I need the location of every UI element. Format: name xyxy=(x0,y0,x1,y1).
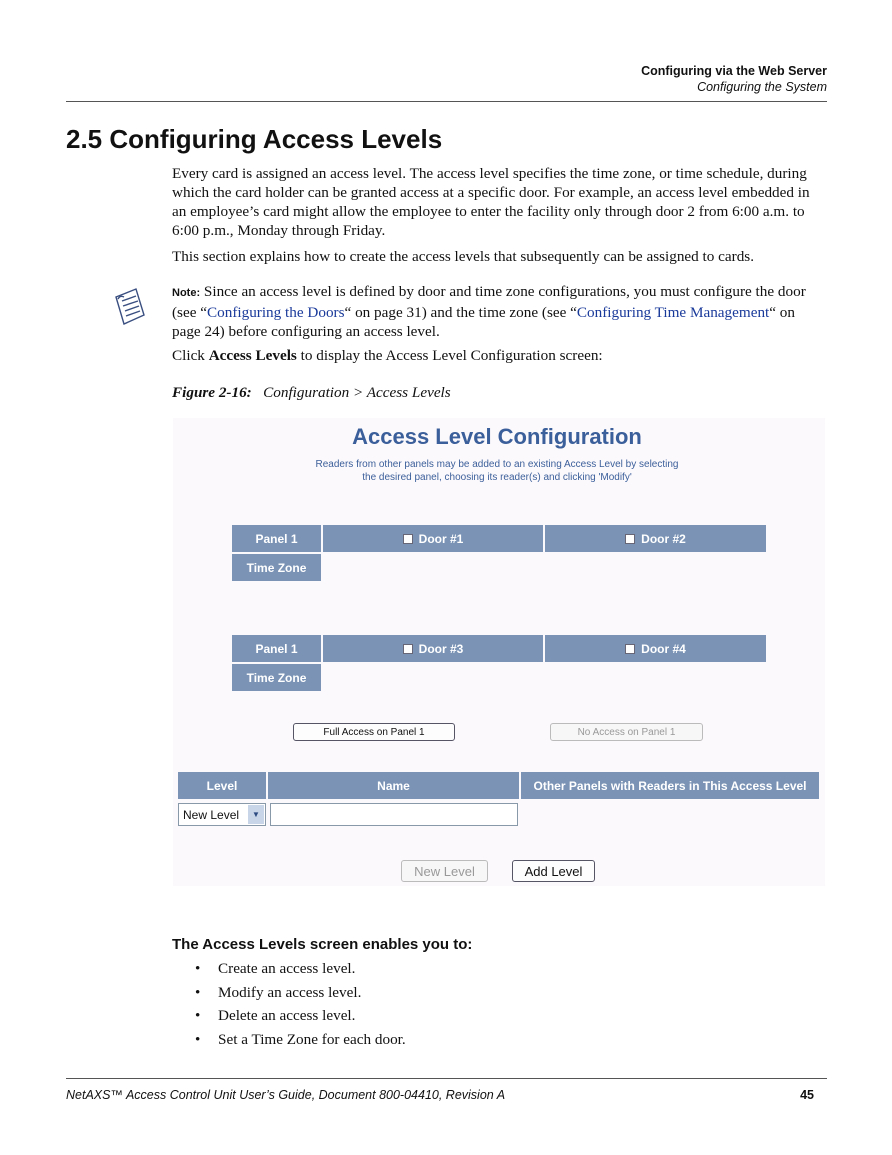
door-1-label: Door #1 xyxy=(418,531,464,546)
panel-header-2: Panel 1 xyxy=(232,635,321,662)
screen-title: Access Level Configuration xyxy=(352,424,642,449)
door-2-checkbox[interactable] xyxy=(625,534,635,544)
click-bold: Access Levels xyxy=(208,347,297,364)
list-item: • Delete an access level. xyxy=(195,1007,406,1031)
door-3-checkbox[interactable] xyxy=(403,644,413,654)
level-name-input[interactable] xyxy=(270,803,518,826)
enables-title: The Access Levels screen enables you to: xyxy=(172,936,473,953)
header-chapter: Configuring via the Web Server xyxy=(641,64,827,78)
footer-rule xyxy=(66,1078,827,1079)
intro-paragraph: Every card is assigned an access level. The access level specifies the time zone, or time schedule, during which the card holder can be granted access at a specific door. For example, an access level embedded in an employee’s card might allow the employee to enter the facility only through door 2 from 6:00 a.m. to 6:00 p.m., Monday through Friday. xyxy=(172,165,810,239)
door-4-checkbox[interactable] xyxy=(625,644,635,654)
note-text-2: “ on page 31) and the time zone (see “ xyxy=(344,304,577,321)
time-zone-label-1: Time Zone xyxy=(232,554,321,581)
list-item: • Modify an access level. xyxy=(195,984,406,1008)
capabilities-list xyxy=(195,960,406,1054)
click-pre: Click xyxy=(172,347,209,364)
list-item: • Set a Time Zone for each door. xyxy=(195,1031,406,1055)
name-column-header: Name xyxy=(268,772,519,799)
click-post: to display the Access Level Configuration screen: xyxy=(296,347,603,364)
link-configuring-doors[interactable]: Configuring the Doors xyxy=(207,304,345,321)
door-2-label: Door #2 xyxy=(641,531,686,546)
level-select[interactable] xyxy=(178,803,266,826)
note-text-3: “ on page 24) before configuring an access level. xyxy=(172,304,795,340)
section-title: 2.5 Configuring Access Levels xyxy=(66,124,443,154)
level-column-header: Level xyxy=(178,772,266,799)
full-access-button[interactable]: Full Access on Panel 1 xyxy=(293,723,455,741)
panel-header-1: Panel 1 xyxy=(232,525,321,552)
link-configuring-time-management[interactable]: Configuring Time Management xyxy=(576,304,770,321)
explain-paragraph: This section explains how to create the access levels that subsequently can be assigned to cards. xyxy=(172,248,755,265)
door-4-label: Door #4 xyxy=(641,641,686,656)
click-instruction xyxy=(172,346,822,365)
footer-document-title: NetAXS™ Access Control Unit User’s Guide, Document 800-04410, Revision A xyxy=(66,1088,506,1102)
access-level-screenshot xyxy=(173,418,825,886)
figure-caption xyxy=(172,384,451,402)
door-4-header xyxy=(545,635,766,662)
door-1-header xyxy=(323,525,543,552)
screen-subtitle-line2: the desired panel, choosing its reader(s) and clicking 'Modify' xyxy=(362,472,632,483)
level-select-value: New Level xyxy=(183,807,240,822)
header-rule xyxy=(66,101,827,102)
time-zone-label-2: Time Zone xyxy=(232,664,321,691)
other-panels-column-header: Other Panels with Readers in This Access Level xyxy=(521,772,819,799)
new-level-button[interactable]: New Level xyxy=(401,860,488,882)
note-icon xyxy=(112,287,148,327)
page-number: 45 xyxy=(800,1088,814,1102)
header-section: Configuring the System xyxy=(697,80,827,94)
figure-caption-text: Configuration > Access Levels xyxy=(263,384,451,401)
running-header xyxy=(641,63,827,95)
door-3-label: Door #3 xyxy=(418,641,464,656)
door-2-header xyxy=(545,525,766,552)
door-3-header xyxy=(323,635,543,662)
note-label: Note: xyxy=(172,287,201,299)
note-paragraph xyxy=(172,282,820,341)
add-level-button[interactable]: Add Level xyxy=(512,860,595,882)
screen-subtitle-line1: Readers from other panels may be added to an existing Access Level by selecting xyxy=(315,459,679,470)
figure-label: Figure 2-16: xyxy=(172,384,252,401)
screen-subtitle xyxy=(173,458,821,484)
no-access-button[interactable]: No Access on Panel 1 xyxy=(550,723,703,741)
door-1-checkbox[interactable] xyxy=(403,534,413,544)
list-item: • Create an access level. xyxy=(195,960,406,984)
note-text-1: Since an access level is defined by door and time zone configurations, you must configure the door (see “ xyxy=(172,283,806,321)
chevron-down-icon[interactable]: ▼ xyxy=(248,805,264,824)
